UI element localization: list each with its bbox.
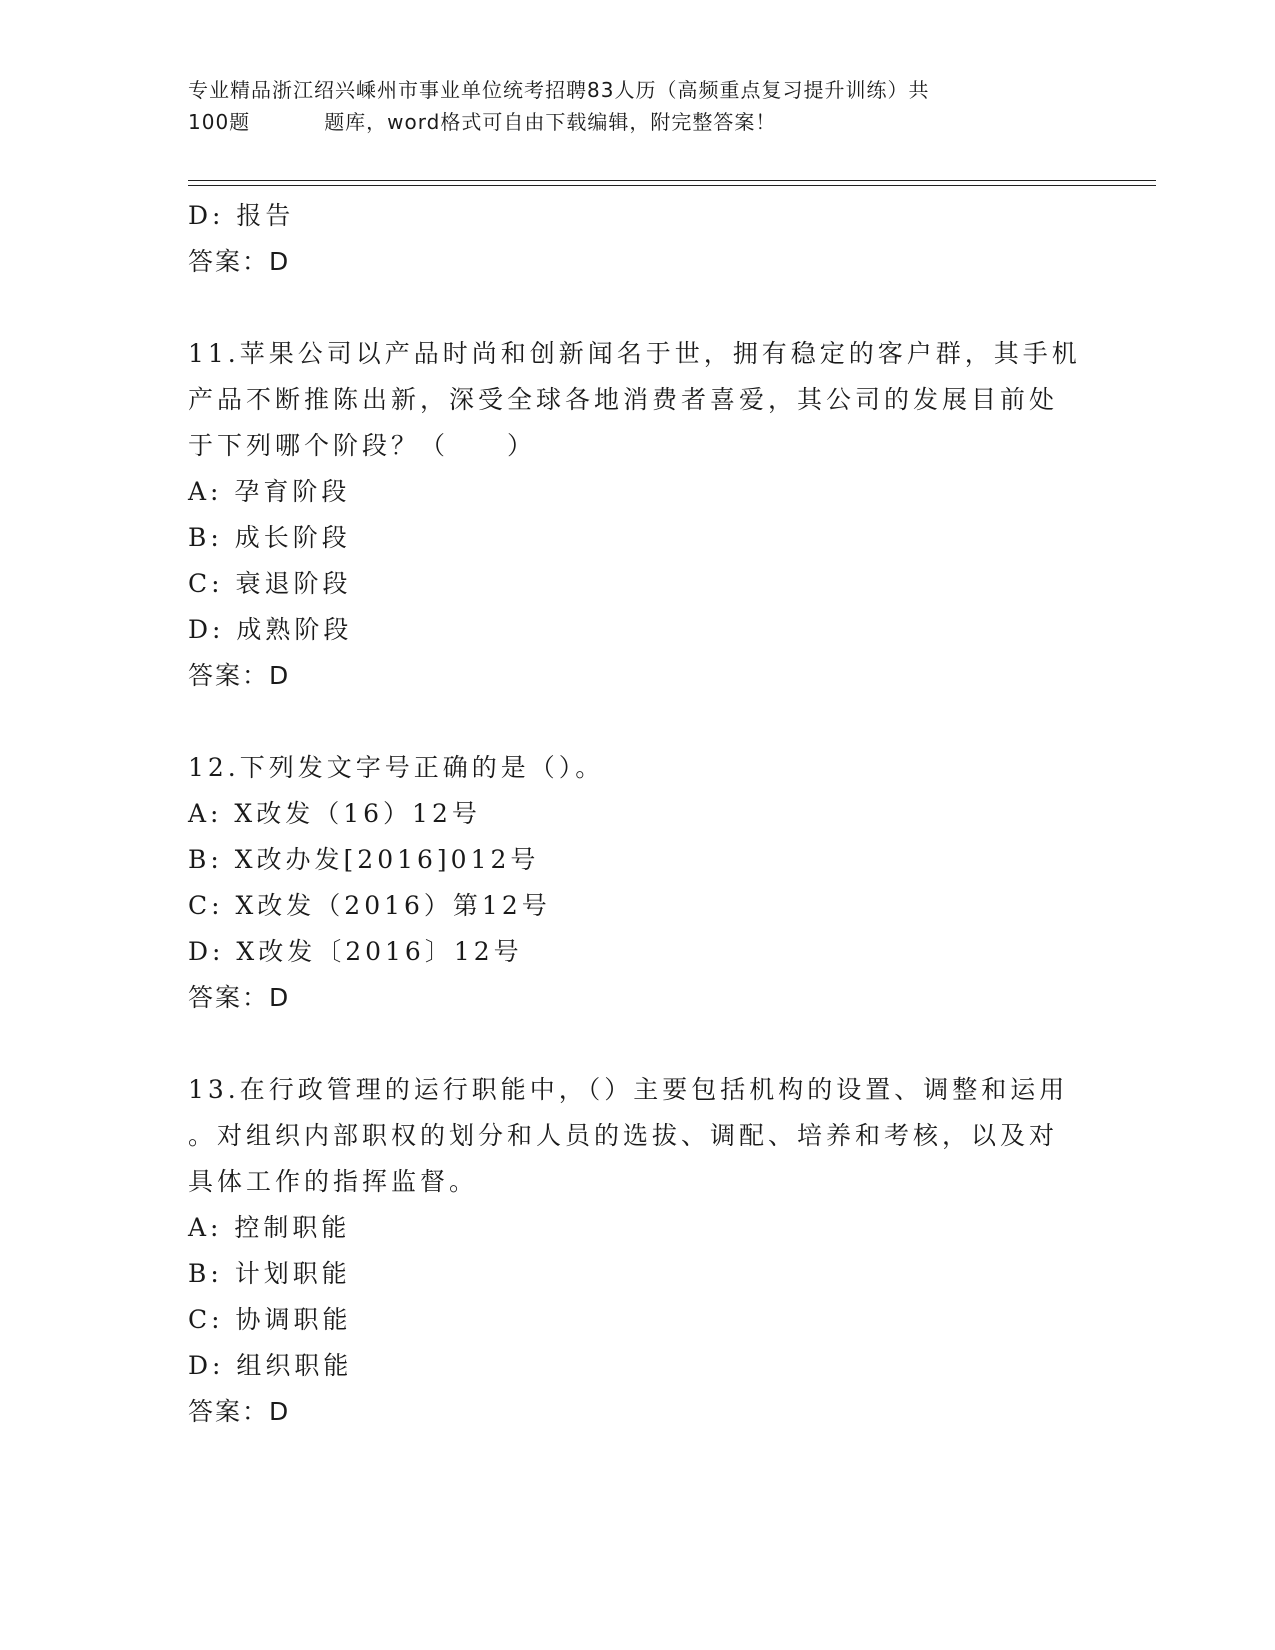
header-line-1: 专业精品浙江绍兴嵊州市事业单位统考招聘83人历（高频重点复习提升训练）共 — [188, 78, 930, 102]
question-text-line: 。对组织内部职权的划分和人员的选拔、调配、培养和考核，以及对 — [188, 1121, 1059, 1150]
header-rule-top — [188, 180, 1156, 181]
header-line-2-left: 100题 — [188, 110, 251, 134]
question-11 — [188, 331, 1088, 699]
option-b: B: 成长阶段 — [188, 523, 351, 552]
option-a: A: 控制职能 — [188, 1213, 351, 1242]
option-b: B: X改办发[2016]012号 — [188, 845, 540, 874]
header-line-2-right: 题库，word格式可自由下载编辑，附完整答案！ — [324, 110, 777, 134]
question-text-line: 产品不断推陈出新，深受全球各地消费者喜爱，其公司的发展目前处 — [188, 385, 1059, 414]
question-text-line: 12.下列发文字号正确的是（）。 — [188, 753, 605, 782]
answer: 答案：D — [188, 983, 291, 1012]
question-13 — [188, 1067, 1088, 1435]
option-c: C: 衰退阶段 — [188, 569, 352, 598]
option-b: B: 计划职能 — [188, 1259, 351, 1288]
option-d: D: X改发〔2016〕12号 — [188, 937, 523, 966]
option-d: D: 成熟阶段 — [188, 615, 353, 644]
answer: 答案：D — [188, 661, 291, 690]
option-a: A: X改发（16）12号 — [188, 799, 481, 828]
question-text-line: 具体工作的指挥监督。 — [188, 1167, 479, 1196]
question-text-line: 于下列哪个阶段？（ ） — [188, 431, 537, 460]
option-a: A: 孕育阶段 — [188, 477, 351, 506]
header-rule-bottom — [188, 185, 1156, 186]
answer: 答案：D — [188, 1397, 291, 1426]
option-d: D: 报告 — [188, 201, 295, 230]
document-header — [188, 74, 1088, 138]
option-c: C: X改发（2016）第12号 — [188, 891, 551, 920]
answer: 答案：D — [188, 247, 291, 276]
header-line-2 — [188, 106, 1088, 138]
option-c: C: 协调职能 — [188, 1305, 352, 1334]
question-text-line: 11.苹果公司以产品时尚和创新闻名于世，拥有稳定的客户群，其手机 — [188, 339, 1081, 368]
question-12 — [188, 745, 1088, 1021]
document-body — [188, 193, 1088, 1435]
question-text-line: 13.在行政管理的运行职能中，（）主要包括机构的设置、调整和运用 — [188, 1075, 1069, 1104]
option-d: D: 组织职能 — [188, 1351, 353, 1380]
